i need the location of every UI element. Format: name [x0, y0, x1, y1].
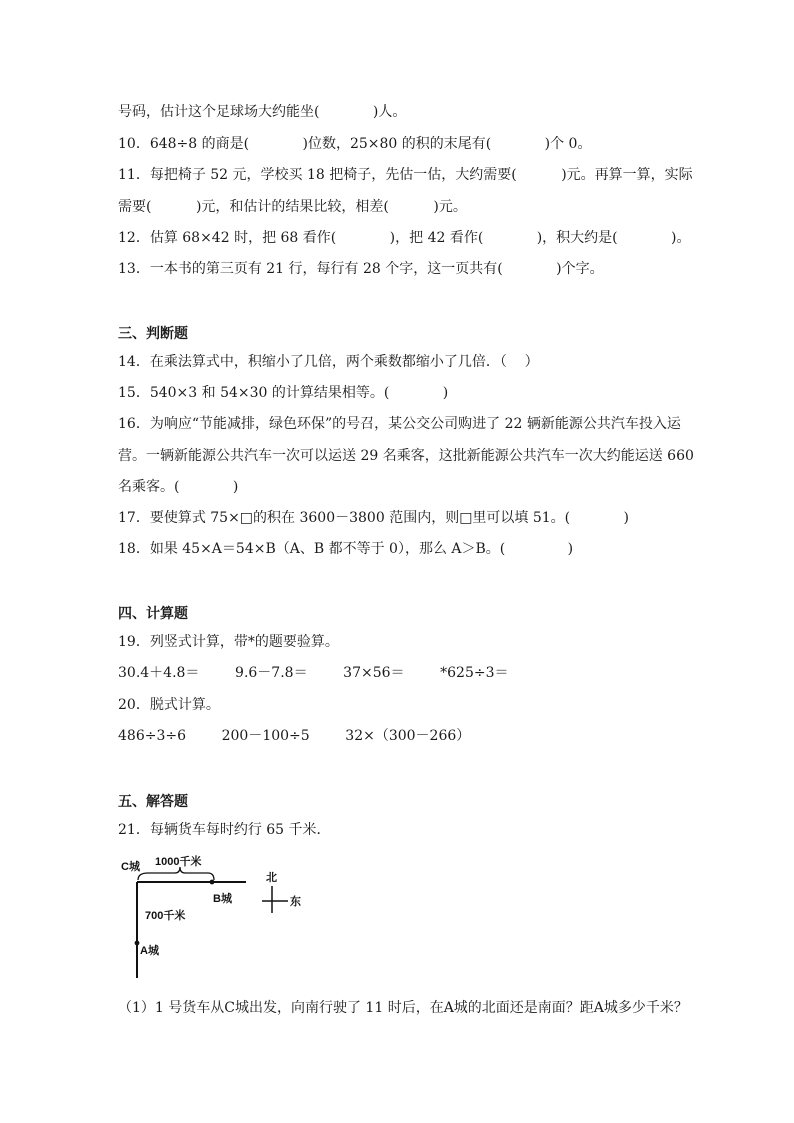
question-11-line2: 需要( )元，和估计的结果比较，相差( )元。: [118, 199, 467, 215]
question-21: 21．每辆货车每时约行 65 千米．: [118, 822, 331, 838]
question-17: 17．要使算式 75×□的积在 3600－3800 范围内，则□里可以填 51。( ): [118, 510, 630, 526]
question-11-line1: 11．每把椅子 52 元，学校买 18 把椅子，先估一估，大约需要( )元。再算一算，实际: [118, 167, 693, 183]
point-b-city: [210, 880, 215, 885]
compass-east-label: 东: [290, 896, 301, 908]
distance-brace: [138, 867, 214, 880]
question-10: 10．648÷8 的商是( )位数，25×80 的积的末尾有( )个 0。: [118, 136, 592, 152]
question-14: 14．在乘法算式中，积缩小了几倍，两个乘数都缩小了几倍．（ ）: [118, 354, 539, 370]
section-heading-calculation: 四、计算题: [118, 606, 188, 622]
point-a-city: [135, 941, 140, 946]
route-map-diagram: [118, 850, 308, 982]
question-19-expressions: 30.4＋4.8＝ 9.6－7.8＝ 37×56＝ *625÷3＝: [118, 665, 509, 681]
label-b-city: B城: [213, 893, 232, 905]
question-16-line1: 16．为响应“节能减排，绿色环保”的号召，某公交公司购进了 22 辆新能源公共汽车投入运: [118, 416, 681, 432]
section-heading-judgement: 三、判断题: [118, 326, 188, 342]
label-c-city: C城: [121, 861, 140, 873]
question-21-part-1: （1）1 号货车从C城出发，向南行驶了 11 时后，在A城的北面还是南面？距A城多少千米？: [118, 1000, 688, 1016]
question-20: 20．脱式计算。: [118, 697, 220, 713]
question-18: 18．如果 45×A＝54×B（A、B 都不等于 0），那么 A＞B。( ): [118, 541, 574, 557]
label-distance-cb: 1000千米: [155, 856, 202, 868]
compass-north-label: 北: [266, 872, 277, 884]
section-heading-solutions: 五、解答题: [118, 794, 188, 810]
question-16-line2: 营。一辆新能源公共汽车一次可以运送 29 名乘客，这批新能源公共汽车一次大约能运送 660: [118, 448, 694, 464]
question-20-expressions: 486÷3÷6 200－100÷5 32×（300－266）: [118, 728, 471, 744]
label-distance-ca: 700千米: [145, 910, 186, 922]
question-16-line3: 名乘客。( ): [118, 479, 239, 495]
question-12: 12．估算 68×42 时，把 68 看作( )，把 42 看作( )，积大约是( )。: [118, 230, 691, 246]
question-13: 13．一本书的第三页有 21 行，每行有 28 个字，这一页共有( )个字。: [118, 261, 604, 277]
question-15: 15．540×3 和 54×30 的计算结果相等。( ): [118, 385, 449, 401]
question-19: 19．列竖式计算，带*的题要验算。: [118, 634, 339, 650]
text-line: 号码，估计这个足球场大约能坐( )人。: [118, 104, 407, 120]
label-a-city: A城: [140, 945, 159, 957]
